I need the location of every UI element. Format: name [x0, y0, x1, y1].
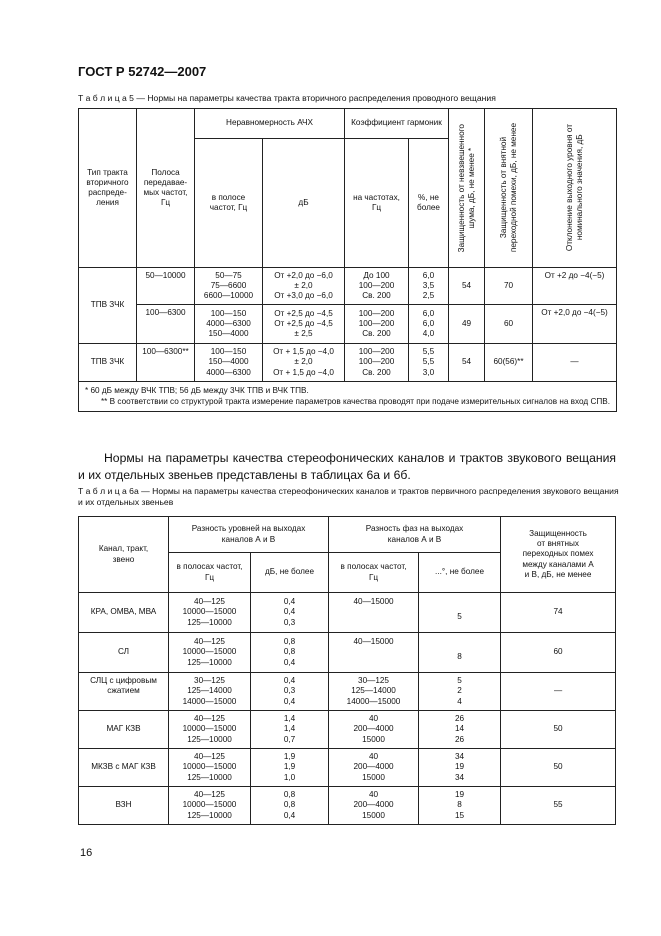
t5-cell-noise: 54 [449, 344, 485, 382]
t6a-cell-phase-deg: 8 [419, 633, 501, 673]
t5-cell-crosstalk: 70 [485, 268, 533, 305]
table-row [79, 344, 617, 382]
t5-header-harm-pct: %, не более [409, 139, 449, 268]
t5-cell-harm-pct: 5,5 5,5 3,0 [409, 344, 449, 382]
t5-cell-achx-db: От + 1,5 до −4,0 ± 2,0 От + 1,5 до −4,0 [263, 344, 345, 382]
t6a-cell-level-freq: 40—125 10000—15000 125—10000 [169, 711, 251, 749]
table5 [78, 108, 617, 412]
t6a-cell-level-freq: 30—125 125—14000 14000—15000 [169, 673, 251, 711]
t6a-cell-level-db: 0,8 0,8 0,4 [251, 787, 329, 825]
t6a-cell-phase-freq: 30—125 125—14000 14000—15000 [329, 673, 419, 711]
t6a-cell-level-db: 1,9 1,9 1,0 [251, 749, 329, 787]
t5-cell-type: ТПВ 3ЧК [79, 344, 137, 382]
t6a-header-level-db: дБ, не более [251, 553, 329, 593]
t5-cell-harm-pct: 6,0 6,0 4,0 [409, 305, 449, 344]
table-row [79, 711, 616, 749]
t6a-cell-protect: 50 [501, 711, 616, 749]
t5-header-achx-db: дБ [263, 139, 345, 268]
table-row [79, 673, 616, 711]
table-row [79, 633, 616, 673]
t5-cell-harm-pct: 6,0 3,5 2,5 [409, 268, 449, 305]
t6a-cell-phase-freq: 40 200—4000 15000 [329, 787, 419, 825]
t5-note-1: * 60 дБ между ВЧК ТПВ; 56 дБ между 3ЧК ТПВ и ВЧК ТПВ. [85, 386, 309, 395]
t5-cell-deviation: От +2,0 до −4(−5) [533, 305, 617, 344]
t5-header-deviation-cell [533, 109, 617, 268]
t6a-cell-phase-deg: 26 14 26 [419, 711, 501, 749]
t5-header-harm-freq: на частотах, Гц [345, 139, 409, 268]
t5-cell-achx-freq: 50—75 75—6600 6600—10000 [195, 268, 263, 305]
t6a-cell-protect: 74 [501, 593, 616, 633]
t6a-cell-level-db: 0,4 0,4 0,3 [251, 593, 329, 633]
t6a-cell-level-freq: 40—125 10000—15000 125—10000 [169, 749, 251, 787]
t6a-cell-phase-freq: 40—15000 [329, 593, 419, 633]
t5-cell-achx-freq: 100—150 150—4000 4000—6300 [195, 344, 263, 382]
t6a-cell-level-db: 0,4 0,3 0,4 [251, 673, 329, 711]
t6a-header-channel: Канал, тракт, звено [79, 517, 169, 593]
table6a-caption: Т а б л и ц а 6а — Нормы на параметры качества стереофонических каналов и трактов первичного распределения звукового вещания и их отдельных звеньев [78, 486, 619, 507]
t5-cell-harm-freq: 100—200 100—200 Св. 200 [345, 305, 409, 344]
t5-header-noise-cell [449, 109, 485, 268]
t5-cell-noise: 54 [449, 268, 485, 305]
t6a-cell-phase-deg: 5 [419, 593, 501, 633]
t5-header-band: Полоса передавае- мых частот, Гц [137, 109, 195, 268]
t5-header-noise: Защищенность от невзвешенного шума, дБ, не менее * [456, 123, 476, 253]
t6a-cell-phase-deg: 5 2 4 [419, 673, 501, 711]
t6a-cell-level-freq: 40—125 10000—15000 125—10000 [169, 593, 251, 633]
body-paragraph: Нормы на параметры качества стереофонических каналов и трактов звукового вещания и их отдельных звеньев представлены в таблицах 6а и 6б. [78, 451, 616, 482]
t5-cell-harm-freq: До 100 100—200 Св. 200 [345, 268, 409, 305]
t5-cell-noise: 49 [449, 305, 485, 344]
table-row [79, 749, 616, 787]
table-row [79, 593, 616, 633]
t6a-cell-channel: ВЗН [79, 787, 169, 825]
t5-header-achx-group: Неравномерность АЧХ [195, 109, 345, 139]
t6a-cell-channel: КРА, ОМВА, МВА [79, 593, 169, 633]
t6a-cell-level-db: 1,4 1,4 0,7 [251, 711, 329, 749]
t5-cell-deviation: От +2 до −4(−5) [533, 268, 617, 305]
t6a-header-level-group: Разность уровней на выходах каналов А и В [169, 517, 329, 553]
t5-header-crosstalk: Защищенность от внятной переходной помехи, дБ, не менее [498, 123, 518, 253]
t6a-cell-phase-freq: 40 200—4000 15000 [329, 749, 419, 787]
t5-cell-band: 100—6300** [137, 344, 195, 382]
t6a-cell-channel: СЛЦ с цифровым сжатием [79, 673, 169, 711]
t5-cell-band: 50—10000 [137, 268, 195, 305]
t5-header-achx-freq: в полосе частот, Гц [195, 139, 263, 268]
t6a-header-protect: Защищенность от внятных переходных помех между каналами А и В, дБ, не менее [501, 517, 616, 593]
t6a-cell-protect: 50 [501, 749, 616, 787]
table-row [79, 787, 616, 825]
t6a-cell-phase-deg: 19 8 15 [419, 787, 501, 825]
t6a-header-level-freq: в полосах частот, Гц [169, 553, 251, 593]
t6a-cell-protect: 60 [501, 633, 616, 673]
t6a-cell-channel: МКЗВ с МАГ КЗВ [79, 749, 169, 787]
page-number: 16 [80, 847, 93, 859]
t6a-cell-protect: 55 [501, 787, 616, 825]
t5-cell-harm-freq: 100—200 100—200 Св. 200 [345, 344, 409, 382]
table6a [78, 516, 616, 825]
t5-note-2: ** В соответствии со структурой тракта измерение параметров качества проводят при подаче измерительных сигналов на вход СПВ. [101, 396, 610, 406]
t5-cell-achx-db: От +2,5 до −4,5 От +2,5 до −4,5 ± 2,5 [263, 305, 345, 344]
t5-cell-achx-freq: 100—150 4000—6300 150—4000 [195, 305, 263, 344]
table-row [79, 268, 617, 305]
t6a-cell-channel: МАГ КЗВ [79, 711, 169, 749]
t5-notes [79, 382, 617, 412]
page-title: ГОСТ Р 52742—2007 [78, 64, 207, 79]
t5-cell-band: 100—6300 [137, 305, 195, 344]
t6a-cell-channel: СЛ [79, 633, 169, 673]
t6a-cell-phase-deg: 34 19 34 [419, 749, 501, 787]
t5-header-crosstalk-cell [485, 109, 533, 268]
t6a-cell-protect: — [501, 673, 616, 711]
t6a-cell-phase-freq: 40 200—4000 15000 [329, 711, 419, 749]
t6a-header-phase-group: Разность фаз на выходах каналов А и В [329, 517, 501, 553]
t5-header-deviation: Отклонение выходного уровня от номинального значения, дБ [564, 124, 584, 252]
t5-cell-achx-db: От +2,0 до −6,0 ± 2,0 От +3,0 до −6,0 [263, 268, 345, 305]
table-row [79, 305, 617, 344]
table5-caption: Т а б л и ц а 5 — Нормы на параметры качества тракта вторичного распределения проводного вещания [78, 93, 496, 103]
t5-cell-type: ТПВ ЗЧК [79, 268, 137, 344]
t6a-cell-phase-freq: 40—15000 [329, 633, 419, 673]
table-notes-row [79, 382, 617, 412]
t5-cell-crosstalk: 60 [485, 305, 533, 344]
t5-header-type: Тип тракта вторичного распреде- ления [79, 109, 137, 268]
t5-cell-crosstalk: 60(56)** [485, 344, 533, 382]
t6a-cell-level-freq: 40—125 10000—15000 125—10000 [169, 633, 251, 673]
t5-cell-deviation: — [533, 344, 617, 382]
t6a-cell-level-db: 0,8 0,8 0,4 [251, 633, 329, 673]
t6a-cell-level-freq: 40—125 10000—15000 125—10000 [169, 787, 251, 825]
t6a-header-phase-deg: ...°, не более [419, 553, 501, 593]
t6a-header-phase-freq: в полосах частот, Гц [329, 553, 419, 593]
t5-header-harm-group: Коэффициент гармоник [345, 109, 449, 139]
